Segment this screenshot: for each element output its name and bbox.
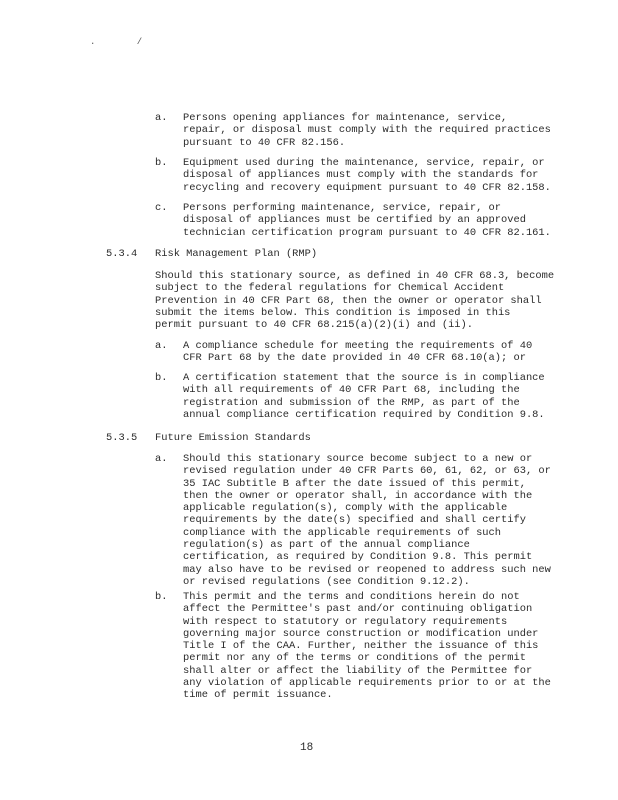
- item-label: a.: [155, 453, 168, 465]
- section-intro: Should this stationary source, as defined in 40 CFR 68.3, become subject to the federal regulations for Chemical Accident Prevention in 40 CFR Part 68, then the owner or operator shall submit the items below. This condition is imposed in this permit pursuant to 40 CFR 68.215(a)(2)(i) and (ii).: [155, 270, 555, 332]
- item-label: c.: [155, 202, 168, 214]
- item-label: a.: [155, 112, 168, 124]
- item-label: a.: [155, 340, 168, 352]
- item-text: A certification statement that the source is in compliance with all requirements of 40 CFR Part 68, including the registration and submission of the RMP, as part of the annual compliance certification required by Condition 9.8.: [183, 372, 545, 421]
- section-number: 5.3.4: [106, 248, 138, 260]
- item-label: b.: [155, 157, 168, 169]
- section-title: Risk Management Plan (RMP): [155, 248, 318, 260]
- item-text: Persons performing maintenance, service, repair, or disposal of appliances must be certified by an approved technician certification program pursuant to 40 CFR 82.161.: [183, 202, 551, 239]
- item-text: Should this stationary source become subject to a new or revised regulation under 40 CFR Parts 60, 61, 62, or 63, or 35 IAC Subtitle B after the date issued of this permit, then the owner or operator shall, in accordance with the applicable regulation(s), comply with the applicable requirements by the date(s) specified and shall certify compliance with the applicable requirements of such regulation(s) as part of the annual compliance certification, as required by Condition 9.8. This permit may also have to be revised or reopened to address such new or revised regulations (see Condition 9.12.2).: [183, 453, 551, 588]
- item-text: A compliance schedule for meeting the requirements of 40 CFR Part 68 by the date provided in 40 CFR 68.10(a); or: [183, 340, 533, 365]
- item-text: Persons opening appliances for maintenance, service, repair, or disposal must comply with the required practices pursuant to 40 CFR 82.156.: [183, 112, 551, 149]
- item-text: Equipment used during the maintenance, service, repair, or disposal of appliances must comply with the standards for recycling and recovery equipment pursuant to 40 CFR 82.158.: [183, 157, 551, 194]
- section-title: Future Emission Standards: [155, 432, 311, 444]
- corner-mark: . /: [90, 37, 161, 47]
- section-number: 5.3.5: [106, 432, 138, 444]
- item-label: b.: [155, 591, 168, 603]
- item-label: b.: [155, 372, 168, 384]
- item-text: This permit and the terms and conditions herein do not affect the Permittee's past and/or continuing obligation with respect to statutory or regulatory requirements governing major source construction or modification under Title I of the CAA. Further, neither the issuance of this permit nor any of the terms or conditions of the permit shall alter or affect the liability of the Permittee for any violation of applicable requirements prior to or at the time of permit issuance.: [183, 591, 551, 702]
- page-number: 18: [300, 742, 314, 754]
